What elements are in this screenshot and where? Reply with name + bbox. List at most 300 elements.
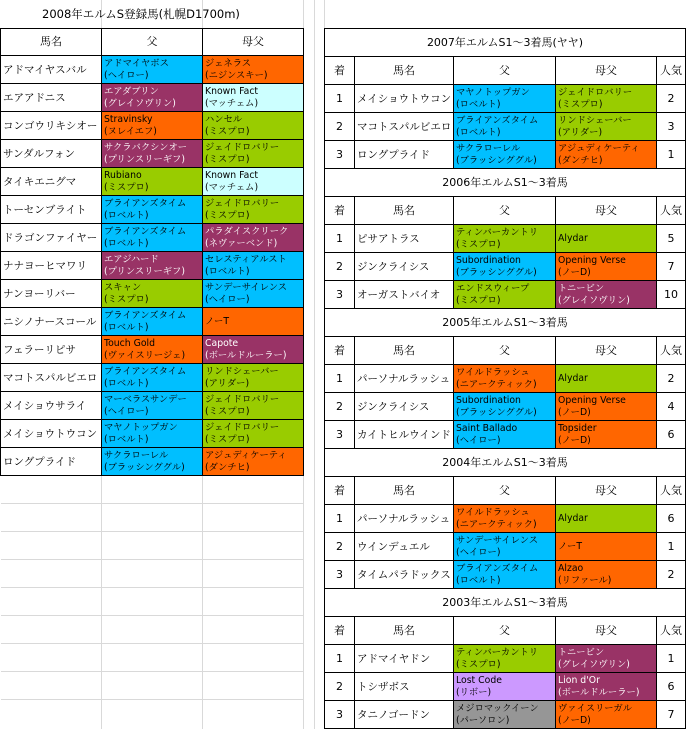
horse-name: マコトスパルビエロ [1,364,102,392]
broodmare-sire-cell [203,196,304,224]
empty-row [1,616,304,644]
section-title-row [325,29,686,57]
name-line: Known Fact [205,170,259,181]
finish-position: 1 [325,85,355,113]
broodmare-sire-cell [203,308,304,336]
empty-cell [203,560,304,588]
name-line: Alzao [558,563,584,574]
name-line: Touch Gold [104,338,156,349]
header-broodmare-sire: 母父 [556,337,657,365]
broodmare-sire-cell [203,448,304,476]
empty-cell [203,476,304,504]
name-line: ブライアンズタイム [456,563,539,574]
name-line: ジェネラス [205,58,252,69]
sire-cell [454,561,556,589]
header-rank: 着 [325,337,355,365]
popularity: 2 [657,365,686,393]
horse-name: フェラーリピサ [1,336,102,364]
sire-cell [102,252,203,280]
empty-cell [1,672,102,700]
table-row [325,533,686,561]
name-line: マーベラスサンデー [104,394,187,405]
table-row [325,393,686,421]
table-row [1,168,304,196]
broodmare-sire-cell [556,561,657,589]
horse-name: オーガストバイオ [355,281,454,309]
table-row [1,420,304,448]
table-row [1,224,304,252]
empty-cell [1,560,102,588]
empty-cell [102,504,203,532]
table-row [1,196,304,224]
sire-cell [102,308,203,336]
section-header-row [325,197,686,225]
table-row [1,448,304,476]
header-sire: 父 [454,197,556,225]
empty-cell [1,588,102,616]
lineage-line: (ヘイロー) [456,434,501,446]
empty-cell [102,560,203,588]
empty-cell [203,644,304,672]
table-row [1,56,304,84]
table-row [1,84,304,112]
name-line: ブライアンズタイム [104,310,187,321]
section-header-row [325,57,686,85]
finish-position: 2 [325,673,355,701]
name-line: サクラバクシンオー [104,142,188,153]
broodmare-sire-cell [203,420,304,448]
popularity: 1 [657,141,686,169]
table-row [1,336,304,364]
lineage-line: (ボールドルーラー) [558,686,640,698]
empty-cell [203,588,304,616]
name-line: ティンバーカントリ [456,647,539,658]
lineage-line: (ノーD) [558,406,591,418]
horse-name: メイショウトウコン [355,85,454,113]
sire-cell [102,140,203,168]
header-horse-name: 馬名 [1,29,102,56]
name-line: サンデーサイレンス [205,282,288,293]
horse-name: アドマイヤドン [355,645,454,673]
header-horse-name: 馬名 [355,477,454,505]
lineage-line: (ミスプロ) [456,238,501,250]
section-header-row [325,477,686,505]
lineage-line: (ロベルト) [456,98,501,110]
section-title: 2006年エルムS1～3着馬 [325,169,686,197]
finish-position: 1 [325,365,355,393]
lineage-line: (ノーD) [558,434,591,446]
broodmare-sire-cell [556,673,657,701]
name-line: Opening Verse [558,395,626,406]
table-row [325,673,686,701]
left-table-title: 2008年エルムS登録馬(札幌D1700m) [42,7,240,21]
sire-cell [102,84,203,112]
empty-cell [102,588,203,616]
horse-name: ドラゴンファイヤー [1,224,102,252]
lineage-line: (ミスプロ) [205,153,250,165]
table-row [325,225,686,253]
name-line: Stravinsky [104,114,153,125]
name-line: Subordination [456,255,521,266]
name-line: エアダブリン [104,86,159,97]
empty-cell [203,672,304,700]
table-row [1,280,304,308]
popularity: 2 [657,561,686,589]
sire-cell [454,533,556,561]
name-line: Known Fact [205,86,259,97]
broodmare-sire-cell [556,421,657,449]
broodmare-sire-cell [203,224,304,252]
sire-cell [454,645,556,673]
section-title: 2003年エルムS1～3着馬 [325,589,686,617]
horse-name: ロングプライド [1,448,102,476]
lineage-line: (ロベルト) [205,265,250,277]
empty-row [1,504,304,532]
popularity: 6 [657,673,686,701]
name-line: マヤノトップガン [104,422,178,433]
horse-name: ニシノナースコール [1,308,102,336]
sire-cell [454,113,556,141]
lineage-line: (ブラッシンググル) [456,406,537,418]
name-line: ブライアンズタイム [104,226,187,237]
lineage-line: (ミスプロ) [205,125,250,137]
lineage-line: (ブラッシンググル) [456,154,537,166]
section-header-row [325,337,686,365]
lineage-line: (ミスプロ) [205,433,250,445]
broodmare-sire-cell [203,168,304,196]
name-line: Capote [205,338,239,349]
empty-cell [1,504,102,532]
section-title-row [325,449,686,477]
lineage-line: (ノーD) [558,714,591,726]
empty-row [1,560,304,588]
name-line: ノーT [205,315,229,327]
name-line: Lost Code [456,675,502,686]
table-row [1,112,304,140]
header-popularity: 人気 [657,337,686,365]
table-row [325,505,686,533]
horse-name: サンダルフォン [1,140,102,168]
broodmare-sire-cell [556,365,657,393]
name-line: マヤノトップガン [456,87,530,98]
lineage-line: (ヘイロー) [205,293,250,305]
section-header-row [325,617,686,645]
table-row [1,364,304,392]
name-line: トニービン [558,647,605,658]
empty-row [1,644,304,672]
sire-cell [454,421,556,449]
finish-position: 3 [325,141,355,169]
popularity: 10 [657,281,686,309]
empty-cell [203,504,304,532]
section-title-row [325,589,686,617]
broodmare-sire-cell [556,645,657,673]
header-sire: 父 [454,477,556,505]
empty-cell [203,616,304,644]
horse-name: トーセンブライト [1,196,102,224]
lineage-line: (ニアークティック) [456,518,537,530]
horse-name: アドマイヤスバル [1,56,102,84]
header-horse-name: 馬名 [355,57,454,85]
lineage-line: (グレイソヴリン) [558,294,630,306]
horse-name: マコトスパルビエロ [355,113,454,141]
empty-cell [102,616,203,644]
lineage-line: (ロベルト) [104,321,149,333]
lineage-line: (ロベルト) [104,377,149,389]
header-horse-name: 馬名 [355,337,454,365]
name-line: ワイルドラッシュ [456,367,530,378]
name-line: ノーT [558,540,582,552]
popularity: 3 [657,113,686,141]
empty-cell [1,616,102,644]
lineage-line: (ブラッシンググル) [456,266,537,278]
empty-row [1,532,304,560]
name-line: メジロマックイーン [456,703,539,714]
horse-name: パーソナルラッシュ [355,365,454,393]
lineage-line: (ミスプロ) [104,181,149,193]
lineage-line: (ミスプロ) [205,405,250,417]
name-line: トニービン [558,283,605,294]
broodmare-sire-cell [556,393,657,421]
name-line: サクラローレル [104,450,169,461]
lineage-line: (ロベルト) [104,237,149,249]
table-row [325,141,686,169]
broodmare-sire-cell [556,113,657,141]
sire-cell [454,673,556,701]
lineage-line: (ブラッシンググル) [104,461,185,473]
lineage-line: (プリンスリーギフ) [104,265,185,277]
lineage-line: (ミスプロ) [104,293,149,305]
broodmare-sire-cell [203,140,304,168]
broodmare-sire-cell [203,112,304,140]
horse-name: ナナヨーヒマワリ [1,252,102,280]
empty-cell [102,644,203,672]
header-sire: 父 [454,57,556,85]
broodmare-sire-cell [556,701,657,729]
horse-name: ジンクライシス [355,393,454,421]
sire-cell [102,196,203,224]
popularity: 4 [657,393,686,421]
horse-name: コンゴウリキシオー [1,112,102,140]
sire-cell [102,336,203,364]
horse-name: タイキエニグマ [1,168,102,196]
horse-name: ジンクライシス [355,253,454,281]
header-broodmare-sire: 母父 [556,57,657,85]
popularity: 2 [657,85,686,113]
name-line: ジェイドロバリー [205,198,280,209]
header-popularity: 人気 [657,197,686,225]
header-rank: 着 [325,477,355,505]
popularity: 1 [657,645,686,673]
finish-position: 3 [325,421,355,449]
finish-position: 2 [325,113,355,141]
sire-cell [454,365,556,393]
name-line: ジェイドロバリー [205,142,280,153]
finish-position: 3 [325,561,355,589]
sire-cell [102,392,203,420]
horse-name: エアアドニス [1,84,102,112]
lineage-line: (ミスプロ) [456,294,501,306]
lineage-line: (アリダー) [558,126,603,138]
name-line: ヴァイスリーガル [558,703,633,714]
empty-cell [102,532,203,560]
lineage-line: (ネヴァーベンド) [205,237,278,249]
empty-cell [1,644,102,672]
broodmare-sire-cell [203,336,304,364]
lineage-line: (ロベルト) [456,574,501,586]
popularity: 5 [657,225,686,253]
empty-row [1,672,304,700]
lineage-line: (ノーD) [558,266,591,278]
sire-cell [102,364,203,392]
header-broodmare-sire: 母父 [203,29,304,56]
table-row [325,421,686,449]
name-line: ブライアンズタイム [456,115,539,126]
finish-position: 1 [325,505,355,533]
header-rank: 着 [325,57,355,85]
section-title-row [325,169,686,197]
popularity: 6 [657,505,686,533]
popularity: 7 [657,701,686,729]
name-line: Alydar [558,512,588,524]
table-row [325,113,686,141]
name-line: パラダイスクリーク [205,226,289,237]
lineage-line: (プリンスリーギフ) [104,153,185,165]
header-broodmare-sire: 母父 [556,197,657,225]
lineage-line: (ニアークティック) [456,378,537,390]
broodmare-sire-cell [556,253,657,281]
broodmare-sire-cell [203,392,304,420]
broodmare-sire-cell [203,364,304,392]
horse-name: タイムパラドックス [355,561,454,589]
lineage-line: (ヘイロー) [104,405,149,417]
horse-name: メイショウサライ [1,392,102,420]
horse-name: パーソナルラッシュ [355,505,454,533]
header-popularity: 人気 [657,477,686,505]
sire-cell [102,168,203,196]
name-line: ジェイドロバリー [205,394,280,405]
lineage-line: (ヌレイエフ) [104,125,157,137]
horse-name: トシザボス [355,673,454,701]
finish-position: 2 [325,253,355,281]
lineage-line: (ボールドルーラー) [205,349,287,361]
name-line: サクラローレル [456,143,521,154]
name-line: スキャン [104,282,142,293]
name-line: Opening Verse [558,255,626,266]
section-title: 2007年エルムS1～3着馬(ヤヤ) [325,29,686,57]
header-popularity: 人気 [657,617,686,645]
sire-cell [102,112,203,140]
section-title: 2004年エルムS1～3着馬 [325,449,686,477]
sire-cell [102,224,203,252]
sire-cell [454,253,556,281]
name-line: ティンバーカントリ [456,227,539,238]
horse-name: ピサアトラス [355,225,454,253]
name-line: セレスティアルスト [205,254,287,265]
lineage-line: (アリダー) [205,377,250,389]
lineage-line: (ロベルト) [104,209,149,221]
table-row [1,140,304,168]
sire-cell [454,225,556,253]
broodmare-sire-cell [556,533,657,561]
horse-name: タニノゴードン [355,701,454,729]
lineage-line: (グレイソヴリン) [104,97,176,109]
empty-cell [1,532,102,560]
broodmare-sire-cell [556,141,657,169]
name-line: エアジハード [104,254,159,265]
name-line: Lion d'Or [558,675,600,686]
header-popularity: 人気 [657,57,686,85]
table-row [325,561,686,589]
empty-row [1,476,304,504]
name-line: Saint Ballado [456,423,518,434]
name-line: リンドシェーバー [558,115,632,126]
lineage-line: (ミスプロ) [456,658,501,670]
broodmare-sire-cell [556,281,657,309]
broodmare-sire-cell [203,84,304,112]
popularity: 7 [657,253,686,281]
name-line: Topsider [558,423,597,434]
name-line: Alydar [558,232,588,244]
name-line: エンドスウィープ [456,283,530,294]
broodmare-sire-cell [556,85,657,113]
sire-cell [102,56,203,84]
header-rank: 着 [325,617,355,645]
lineage-line: (ダンチヒ) [205,461,250,473]
name-line: ワイルドラッシュ [456,507,530,518]
lineage-line: (ヴァイスリージェ) [104,349,186,361]
header-sire: 父 [454,337,556,365]
sire-cell [454,393,556,421]
name-line: リンドシェーバー [205,366,279,377]
sire-cell [454,701,556,729]
header-horse-name: 馬名 [355,197,454,225]
popularity: 1 [657,533,686,561]
name-line: ハンセル [205,114,243,125]
table-row [325,701,686,729]
sire-cell [454,505,556,533]
lineage-line: (リファール) [558,574,612,586]
name-line: ブライアンズタイム [104,366,187,377]
broodmare-sire-cell [203,252,304,280]
broodmare-sire-cell [203,280,304,308]
horse-name: ウインデュエル [355,533,454,561]
name-line: ブライアンズタイム [104,198,187,209]
lineage-line: (マッチェム) [205,97,259,109]
sire-cell [102,280,203,308]
header-sire: 父 [454,617,556,645]
name-line: アドマイヤボス [104,58,169,69]
lineage-line: (リボー) [456,686,492,698]
header-horse-name: 馬名 [355,617,454,645]
sire-cell [102,420,203,448]
name-line: Alydar [558,372,588,384]
table-row [325,365,686,393]
finish-position: 3 [325,281,355,309]
lineage-line: (ミスプロ) [205,209,250,221]
registered-horses-table [0,28,304,700]
sire-cell [102,448,203,476]
lineage-line: (グレイソヴリン) [558,658,630,670]
lineage-line: (ニジンスキー) [205,69,268,81]
grid-column-line [314,0,315,729]
finish-position: 3 [325,701,355,729]
header-broodmare-sire: 母父 [556,617,657,645]
name-line: Subordination [456,395,521,406]
name-line: ジェイドロバリー [205,422,280,433]
empty-cell [102,672,203,700]
sire-cell [454,85,556,113]
